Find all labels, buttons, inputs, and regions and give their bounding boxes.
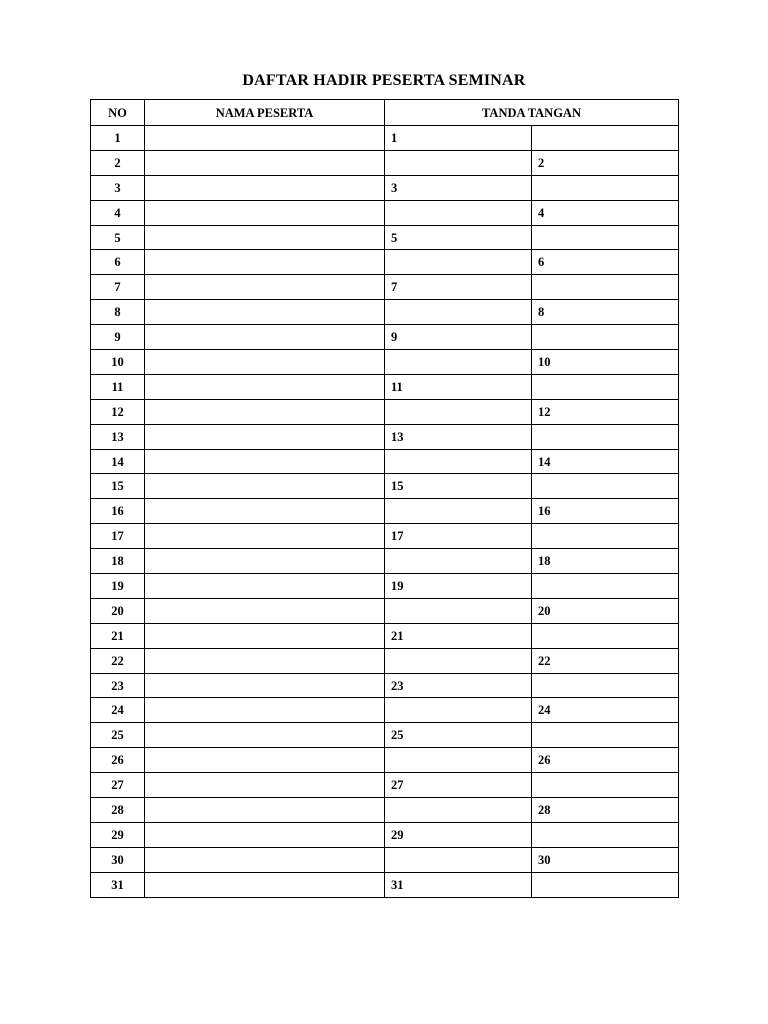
signature-field-left[interactable]: 23 (385, 673, 532, 698)
table-row (91, 374, 679, 399)
signature-field-right[interactable]: 14 (532, 449, 679, 474)
table-row (91, 822, 679, 847)
participant-name-field[interactable] (145, 723, 385, 748)
row-number: 9 (91, 325, 145, 350)
table-row (91, 872, 679, 897)
signature-field-right[interactable] (532, 872, 679, 897)
participant-name-field[interactable] (145, 549, 385, 574)
table-row (91, 673, 679, 698)
row-number: 26 (91, 748, 145, 773)
signature-field-left[interactable] (385, 150, 532, 175)
signature-field-right[interactable] (532, 723, 679, 748)
signature-field-left[interactable]: 7 (385, 275, 532, 300)
header-signature: TANDA TANGAN (385, 100, 679, 126)
signature-field-right[interactable] (532, 524, 679, 549)
signature-field-right[interactable] (532, 175, 679, 200)
table-row (91, 449, 679, 474)
row-number: 11 (91, 374, 145, 399)
table-header (91, 100, 679, 126)
participant-name-field[interactable] (145, 847, 385, 872)
participant-name-field[interactable] (145, 524, 385, 549)
table-row (91, 723, 679, 748)
signature-field-left[interactable] (385, 698, 532, 723)
row-number: 21 (91, 623, 145, 648)
signature-field-left[interactable]: 27 (385, 773, 532, 798)
signature-field-right[interactable]: 28 (532, 798, 679, 823)
signature-field-left[interactable] (385, 449, 532, 474)
document-title: DAFTAR HADIR PESERTA SEMINAR (242, 72, 526, 89)
attendance-table (90, 99, 679, 898)
row-number: 5 (91, 225, 145, 250)
participant-name-field[interactable] (145, 449, 385, 474)
row-number: 3 (91, 175, 145, 200)
signature-field-right[interactable]: 2 (532, 150, 679, 175)
table-row (91, 399, 679, 424)
table-row (91, 126, 679, 151)
signature-field-left[interactable] (385, 648, 532, 673)
signature-field-left[interactable] (385, 399, 532, 424)
row-number: 13 (91, 424, 145, 449)
participant-name-field[interactable] (145, 175, 385, 200)
row-number: 20 (91, 598, 145, 623)
row-number: 31 (91, 872, 145, 897)
participant-name-field[interactable] (145, 872, 385, 897)
table-body (91, 126, 679, 898)
table-row (91, 200, 679, 225)
signature-field-right[interactable] (532, 623, 679, 648)
participant-name-field[interactable] (145, 822, 385, 847)
table-row (91, 748, 679, 773)
row-number: 7 (91, 275, 145, 300)
table-row (91, 225, 679, 250)
signature-field-right[interactable] (532, 673, 679, 698)
row-number: 1 (91, 126, 145, 151)
signature-field-right[interactable]: 6 (532, 250, 679, 275)
row-number: 15 (91, 474, 145, 499)
row-number: 18 (91, 549, 145, 574)
participant-name-field[interactable] (145, 424, 385, 449)
row-number: 6 (91, 250, 145, 275)
signature-field-right[interactable]: 4 (532, 200, 679, 225)
signature-field-left[interactable]: 11 (385, 374, 532, 399)
table-row (91, 623, 679, 648)
signature-field-right[interactable] (532, 275, 679, 300)
signature-field-right[interactable] (532, 773, 679, 798)
row-number: 19 (91, 574, 145, 599)
participant-name-field[interactable] (145, 673, 385, 698)
row-number: 24 (91, 698, 145, 723)
row-number: 14 (91, 449, 145, 474)
participant-name-field[interactable] (145, 499, 385, 524)
row-number: 8 (91, 300, 145, 325)
signature-field-left[interactable] (385, 847, 532, 872)
table-row (91, 175, 679, 200)
row-number: 12 (91, 399, 145, 424)
participant-name-field[interactable] (145, 126, 385, 151)
signature-field-right[interactable]: 24 (532, 698, 679, 723)
signature-field-right[interactable]: 10 (532, 350, 679, 375)
signature-field-left[interactable] (385, 549, 532, 574)
row-number: 23 (91, 673, 145, 698)
participant-name-field[interactable] (145, 325, 385, 350)
participant-name-field[interactable] (145, 150, 385, 175)
signature-field-left[interactable]: 31 (385, 872, 532, 897)
row-number: 2 (91, 150, 145, 175)
signature-field-right[interactable] (532, 574, 679, 599)
row-number: 30 (91, 847, 145, 872)
signature-field-left[interactable]: 13 (385, 424, 532, 449)
signature-field-right[interactable] (532, 474, 679, 499)
signature-field-right[interactable] (532, 822, 679, 847)
signature-field-left[interactable] (385, 499, 532, 524)
signature-field-left[interactable] (385, 350, 532, 375)
table-row (91, 325, 679, 350)
table-row (91, 250, 679, 275)
signature-field-left[interactable]: 21 (385, 623, 532, 648)
participant-name-field[interactable] (145, 350, 385, 375)
signature-field-right[interactable]: 12 (532, 399, 679, 424)
signature-field-left[interactable]: 29 (385, 822, 532, 847)
signature-field-left[interactable] (385, 200, 532, 225)
table-row (91, 350, 679, 375)
table-row (91, 424, 679, 449)
signature-field-right[interactable] (532, 325, 679, 350)
table-row (91, 847, 679, 872)
participant-name-field[interactable] (145, 374, 385, 399)
row-number: 25 (91, 723, 145, 748)
row-number: 17 (91, 524, 145, 549)
row-number: 28 (91, 798, 145, 823)
participant-name-field[interactable] (145, 225, 385, 250)
participant-name-field[interactable] (145, 250, 385, 275)
table-row (91, 474, 679, 499)
table-row (91, 773, 679, 798)
header-no: NO (91, 100, 145, 126)
signature-field-left[interactable]: 1 (385, 126, 532, 151)
signature-field-left[interactable] (385, 798, 532, 823)
signature-field-right[interactable] (532, 374, 679, 399)
signature-field-left[interactable] (385, 250, 532, 275)
signature-field-left[interactable] (385, 598, 532, 623)
table-row (91, 499, 679, 524)
participant-name-field[interactable] (145, 300, 385, 325)
table-row (91, 300, 679, 325)
signature-field-left[interactable] (385, 300, 532, 325)
table-row (91, 698, 679, 723)
header-row (91, 100, 679, 126)
participant-name-field[interactable] (145, 275, 385, 300)
signature-field-right[interactable]: 8 (532, 300, 679, 325)
signature-field-right[interactable] (532, 126, 679, 151)
signature-field-right[interactable]: 30 (532, 847, 679, 872)
signature-field-right[interactable]: 22 (532, 648, 679, 673)
row-number: 10 (91, 350, 145, 375)
table-row (91, 574, 679, 599)
table-row (91, 598, 679, 623)
participant-name-field[interactable] (145, 574, 385, 599)
signature-field-right[interactable]: 20 (532, 598, 679, 623)
participant-name-field[interactable] (145, 399, 385, 424)
table-row (91, 150, 679, 175)
table-row (91, 798, 679, 823)
participant-name-field[interactable] (145, 623, 385, 648)
row-number: 16 (91, 499, 145, 524)
signature-field-left[interactable]: 15 (385, 474, 532, 499)
row-number: 22 (91, 648, 145, 673)
participant-name-field[interactable] (145, 773, 385, 798)
participant-name-field[interactable] (145, 474, 385, 499)
row-number: 4 (91, 200, 145, 225)
row-number: 29 (91, 822, 145, 847)
table-row (91, 524, 679, 549)
signature-field-left[interactable]: 25 (385, 723, 532, 748)
participant-name-field[interactable] (145, 598, 385, 623)
signature-field-left[interactable]: 9 (385, 325, 532, 350)
signature-field-left[interactable]: 19 (385, 574, 532, 599)
participant-name-field[interactable] (145, 648, 385, 673)
participant-name-field[interactable] (145, 698, 385, 723)
row-number: 27 (91, 773, 145, 798)
table-row (91, 275, 679, 300)
header-name: NAMA PESERTA (145, 100, 385, 126)
participant-name-field[interactable] (145, 798, 385, 823)
signature-field-right[interactable]: 26 (532, 748, 679, 773)
signature-field-right[interactable] (532, 424, 679, 449)
signature-field-right[interactable]: 16 (532, 499, 679, 524)
table-row (91, 549, 679, 574)
signature-field-right[interactable] (532, 225, 679, 250)
signature-field-left[interactable]: 17 (385, 524, 532, 549)
signature-field-right[interactable]: 18 (532, 549, 679, 574)
participant-name-field[interactable] (145, 200, 385, 225)
participant-name-field[interactable] (145, 748, 385, 773)
table-row (91, 648, 679, 673)
signature-field-left[interactable]: 3 (385, 175, 532, 200)
signature-field-left[interactable] (385, 748, 532, 773)
signature-field-left[interactable]: 5 (385, 225, 532, 250)
